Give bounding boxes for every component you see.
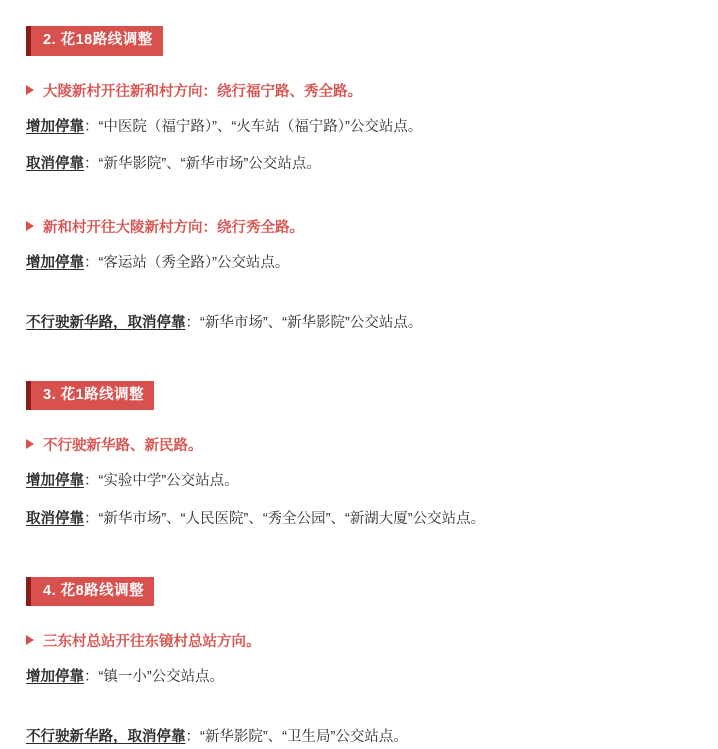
stop-item — [26, 313, 692, 335]
triangle-bullet-icon — [26, 85, 34, 95]
direction-line — [26, 80, 692, 101]
spacer-top — [26, 0, 692, 26]
stop-item-label: 不行驶新华路，取消停靠 — [26, 728, 186, 745]
stop-item-value: ：“新华市场”、“人民医院”、“秀全公园”、“新湖大厦”公交站点。 — [84, 510, 486, 527]
direction-text: 不行驶新华路、新民路。 — [43, 438, 203, 454]
stop-item-label: 取消停靠 — [26, 156, 84, 173]
stop-item — [26, 471, 692, 493]
direction-line — [26, 434, 692, 455]
page-left-margin — [0, 0, 5, 699]
triangle-bullet-icon — [26, 635, 34, 645]
direction-text: 新和村开往大陵新村方向：绕行秀全路。 — [43, 220, 304, 236]
stop-item-value: ：“实验中学”公交站点。 — [84, 473, 239, 489]
stop-item-value: ：“镇一小”公交站点。 — [84, 669, 225, 685]
direction-text: 三东村总站开往东镜村总站方向。 — [43, 634, 261, 650]
direction-line — [26, 630, 692, 651]
stop-item-label: 不行驶新华路，取消停靠 — [26, 314, 186, 331]
direction-line — [26, 216, 692, 237]
stop-item-label: 增加停靠 — [26, 473, 84, 489]
section-spacer — [26, 531, 692, 577]
stop-item-value: ：“新华影院”、“卫生局”公交站点。 — [185, 728, 408, 745]
direction-text: 大陵新村开往新和村方向：绕行福宁路、秀全路。 — [43, 83, 362, 100]
stop-item — [26, 667, 692, 689]
stop-item — [26, 154, 692, 176]
section-spacer — [26, 335, 692, 381]
triangle-bullet-icon — [26, 439, 34, 449]
stop-item — [26, 253, 692, 275]
stop-item-value: ：“新华市场”、“新华影院”公交站点。 — [185, 314, 423, 331]
stop-item-label: 增加停靠 — [26, 118, 84, 135]
section-hua1 — [26, 381, 692, 531]
stop-item-label: 增加停靠 — [26, 669, 84, 685]
stop-item-value: ：“中医院（福宁路）”、“火车站（福宁路）”公交站点。 — [84, 118, 423, 135]
section-badge: 3. 花1路线调整 — [26, 381, 154, 411]
stop-item-value: ：“客运站（秀全路）”公交站点。 — [84, 255, 290, 271]
triangle-bullet-icon — [26, 221, 34, 231]
stop-item — [26, 117, 692, 139]
section-hua18 — [26, 26, 692, 335]
section-badge: 4. 花8路线调整 — [26, 577, 154, 607]
section-hua8 — [26, 577, 692, 749]
stop-item — [26, 727, 692, 749]
stop-item — [26, 509, 692, 531]
stop-item-value: ：“新华影院”、“新华市场”公交站点。 — [84, 156, 321, 173]
section-badge: 2. 花18路线调整 — [26, 26, 163, 56]
stop-item-label: 取消停靠 — [26, 510, 84, 527]
stop-item-label: 增加停靠 — [26, 255, 84, 271]
